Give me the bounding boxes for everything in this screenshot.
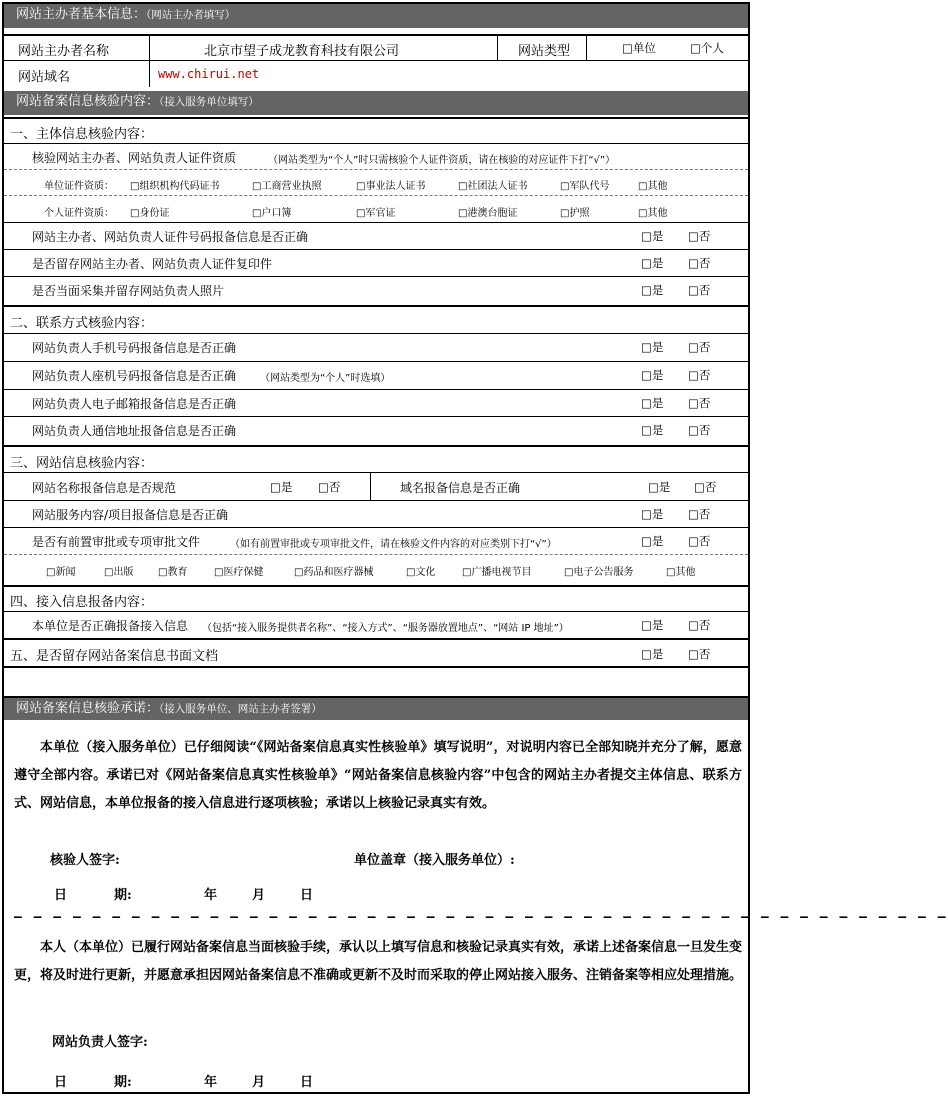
unit-cert-business-license[interactable]: □工商营业执照 <box>252 181 322 192</box>
cat-publishing[interactable]: □出版 <box>104 567 134 578</box>
s3-q3-row <box>4 527 748 554</box>
s1-q1-no[interactable]: □否 <box>688 229 711 243</box>
s4-q1-no[interactable]: □否 <box>688 618 711 632</box>
s1-title-row <box>4 117 748 143</box>
commitment-paragraph-2: 本人（本单位）已履行网站备案信息当面核验手续，承认以上填写信息和核验记录真实有效，承诺上述备案信息一旦发生变更，将及时进行更新，并愿意承担因网站备案信息不准确或更新不及时而采取的停止网站接入服务、注销备案等相应处理措施。 <box>14 940 743 983</box>
s1-intro: 核验网站主办者、网站负责人证件资质 <box>32 151 237 165</box>
s4-q1-yes[interactable]: □是 <box>641 618 664 632</box>
s3-q3-no[interactable]: □否 <box>688 534 711 548</box>
s1-q1-row <box>4 222 748 249</box>
person-cert-household[interactable]: □户口簿 <box>252 208 292 219</box>
s1-q2-row <box>4 249 748 276</box>
unit-cert-other[interactable]: □其他 <box>638 181 668 192</box>
s2-q2-no[interactable]: □否 <box>688 368 711 382</box>
s3-title: 三、网站信息核验内容： <box>10 456 154 471</box>
domain-value[interactable]: www.chirui.net <box>158 67 260 81</box>
s3-q3: 是否有前置审批或专项审批文件 <box>32 535 201 549</box>
domain-row <box>4 60 748 87</box>
s2-q4: 网站负责人通信地址报备信息是否正确 <box>32 424 237 438</box>
owner-sign-label: 网站负责人签字: <box>52 1035 148 1050</box>
cat-healthcare[interactable]: □医疗保健 <box>214 567 264 578</box>
s1-q3-no[interactable]: □否 <box>688 283 711 297</box>
verifier-sign-label: 核验人签字: <box>50 853 120 868</box>
s3-q2-no[interactable]: □否 <box>688 507 711 521</box>
s1-q3: 是否当面采集并留存网站负责人照片 <box>32 284 225 298</box>
s2-q4-no[interactable]: □否 <box>688 423 711 437</box>
s5-yes[interactable]: □是 <box>641 647 664 661</box>
sponsor-name-value[interactable]: 北京市望子成龙教育科技有限公司 <box>204 44 400 59</box>
unit-cert-label: 单位证件资质： <box>44 181 114 192</box>
person-cert-officer[interactable]: □军官证 <box>356 208 396 219</box>
s1-intro-note: （网站类型为“个人”时只需核验个人证件资质，请在核验的对应证件下打“√”） <box>268 155 616 166</box>
s1-unit-cert-row <box>4 169 748 195</box>
s2-q3-yes[interactable]: □是 <box>641 396 664 410</box>
person-cert-label: 个人证件资质： <box>44 208 114 219</box>
s1-q1-yes[interactable]: □是 <box>641 229 664 243</box>
unit-seal-label: 单位盖章（接入服务单位）: <box>354 853 515 868</box>
s2-q1-row <box>4 333 748 361</box>
verification-form <box>2 2 948 1094</box>
s3-q2: 网站服务内容/项目报备信息是否正确 <box>32 508 229 522</box>
s5-no[interactable]: □否 <box>688 647 711 661</box>
s3-q1b: 域名报备信息是否正确 <box>400 481 521 495</box>
s2-q4-row <box>4 416 748 445</box>
s3-q1-row <box>4 472 748 500</box>
s1-q2: 是否留存网站主办者、网站负责人证件复印件 <box>32 257 273 271</box>
person-cert-other[interactable]: □其他 <box>638 208 668 219</box>
verify-content-header <box>4 91 748 115</box>
sponsor-name-label: 网站主办者名称 <box>18 44 110 59</box>
s2-q3-row <box>4 389 748 416</box>
s2-q3: 网站负责人电子邮箱报备信息是否正确 <box>32 397 237 411</box>
cat-drugs-devices[interactable]: □药品和医疗器械 <box>294 567 374 578</box>
sponsor-header-title: 网站主办者基本信息： <box>16 7 147 22</box>
sponsor-name-row <box>4 34 748 60</box>
s2-q3-no[interactable]: □否 <box>688 396 711 410</box>
sponsor-info-header <box>4 4 748 28</box>
cat-broadcast[interactable]: □广播电视节目 <box>462 567 532 578</box>
person-cert-id-card[interactable]: □身份证 <box>130 208 170 219</box>
s2-q1-no[interactable]: □否 <box>688 340 711 354</box>
s2-q1: 网站负责人手机号码报备信息是否正确 <box>32 341 237 355</box>
s3-q3-note: （如有前置审批或专项审批文件，请在核验文件内容的对应类别下打“√”） <box>230 539 557 550</box>
cat-other[interactable]: □其他 <box>666 567 696 578</box>
s3-title-row <box>4 445 748 472</box>
verify-header-note: （接入服务单位填写） <box>159 96 259 108</box>
s2-q4-yes[interactable]: □是 <box>641 423 664 437</box>
s2-q2-row <box>4 361 748 389</box>
s1-q3-row <box>4 276 748 305</box>
s1-intro-row <box>4 143 748 169</box>
date2-ri: 日 <box>54 1075 68 1090</box>
s4-q1: 本单位是否正确报备接入信息 <box>32 619 189 633</box>
s5-title: 五、是否留存网站备案信息书面文档 <box>10 649 219 664</box>
cat-culture[interactable]: □文化 <box>406 567 436 578</box>
s2-q2: 网站负责人座机号码报备信息是否正确 <box>32 369 237 383</box>
commitment-paragraph-1: 本单位（接入服务单位）已仔细阅读“《网站备案信息真实性核验单》填写说明”，对说明内容已全部知晓并充分了解，愿意遵守全部内容。承诺已对《网站备案信息真实性核验单》“网站备案信息核验内容”中包含的网站主办者提交主体信息、联系方式、网站信息，本单位报备的接入信息进行逐项核验；承诺以上核验记录真实有效。 <box>14 740 742 811</box>
s3-q1b-no[interactable]: □否 <box>694 480 717 494</box>
site-type-person-checkbox[interactable]: □个人 <box>690 41 724 55</box>
commitment-header <box>4 696 748 720</box>
s3-q1-no[interactable]: □否 <box>318 480 341 494</box>
s2-title-row <box>4 305 748 333</box>
sponsor-header-note: （网站主办者填写） <box>146 9 236 21</box>
s1-title: 一、主体信息核验内容： <box>10 127 154 142</box>
verify-header-title: 网站备案信息核验内容： <box>16 94 160 109</box>
s3-q1: 网站名称报备信息是否规范 <box>32 481 177 495</box>
date2-qi: 期: <box>114 1075 132 1090</box>
s3-q2-row <box>4 500 748 527</box>
unit-cert-military[interactable]: □军队代号 <box>560 181 610 192</box>
s4-title: 四、接入信息报备内容： <box>10 595 154 610</box>
date1-qi: 期: <box>114 888 132 903</box>
site-type-label: 网站类型 <box>518 44 571 59</box>
s4-q1-note: （包括“接入服务提供者名称”、“接入方式”、“服务器放置地点”、“网站 IP 地址”） <box>202 623 569 634</box>
site-type-unit-checkbox[interactable]: □单位 <box>622 41 656 55</box>
commit-header-note: （接入服务单位、网站主办者签署） <box>159 703 322 715</box>
separator-dashes: – – – – – – – – – – – – – – – – – – – – – – – – – – – – – – – – – – – – – – – – – – – – – – – – <box>14 910 948 925</box>
unit-cert-public-institution[interactable]: □事业法人证书 <box>356 181 426 192</box>
person-cert-passport[interactable]: □护照 <box>560 208 590 219</box>
s2-q1-yes[interactable]: □是 <box>641 340 664 354</box>
date1-month: 月 <box>252 888 266 903</box>
cat-education[interactable]: □教育 <box>158 567 188 578</box>
s5-row <box>4 638 748 666</box>
s1-q3-yes[interactable]: □是 <box>641 283 664 297</box>
s4-q1-row <box>4 611 748 638</box>
date2-day: 日 <box>300 1075 314 1090</box>
s1-q2-yes[interactable]: □是 <box>641 256 664 270</box>
s3-category-row <box>4 554 748 585</box>
commit-header-title: 网站备案信息核验承诺： <box>16 701 160 716</box>
date1-ri: 日 <box>54 888 68 903</box>
date2-month: 月 <box>252 1075 266 1090</box>
person-cert-hk-mo-tw[interactable]: □港澳台胞证 <box>458 208 518 219</box>
unit-cert-org-code[interactable]: □组织机构代码证书 <box>130 181 220 192</box>
date1-year: 年 <box>204 888 218 903</box>
s3-q3-yes[interactable]: □是 <box>641 534 664 548</box>
s2-q2-yes[interactable]: □是 <box>641 368 664 382</box>
date2-year: 年 <box>204 1075 218 1090</box>
s3-q2-yes[interactable]: □是 <box>641 507 664 521</box>
s4-title-row <box>4 585 748 611</box>
cat-bulletin[interactable]: □电子公告服务 <box>564 567 634 578</box>
blank-row <box>4 666 748 692</box>
s1-q1: 网站主办者、网站负责人证件号码报备信息是否正确 <box>32 230 309 244</box>
unit-cert-social-org[interactable]: □社团法人证书 <box>458 181 528 192</box>
date1-day: 日 <box>300 888 314 903</box>
s3-q1b-yes[interactable]: □是 <box>648 480 671 494</box>
s2-q2-note: （网站类型为“个人”时选填） <box>260 373 391 384</box>
s1-q2-no[interactable]: □否 <box>688 256 711 270</box>
cat-news[interactable]: □新闻 <box>46 567 76 578</box>
s3-q1-yes[interactable]: □是 <box>270 480 293 494</box>
domain-label: 网站域名 <box>18 70 71 85</box>
s1-person-cert-row <box>4 195 748 222</box>
s2-title: 二、联系方式核验内容： <box>10 316 154 331</box>
